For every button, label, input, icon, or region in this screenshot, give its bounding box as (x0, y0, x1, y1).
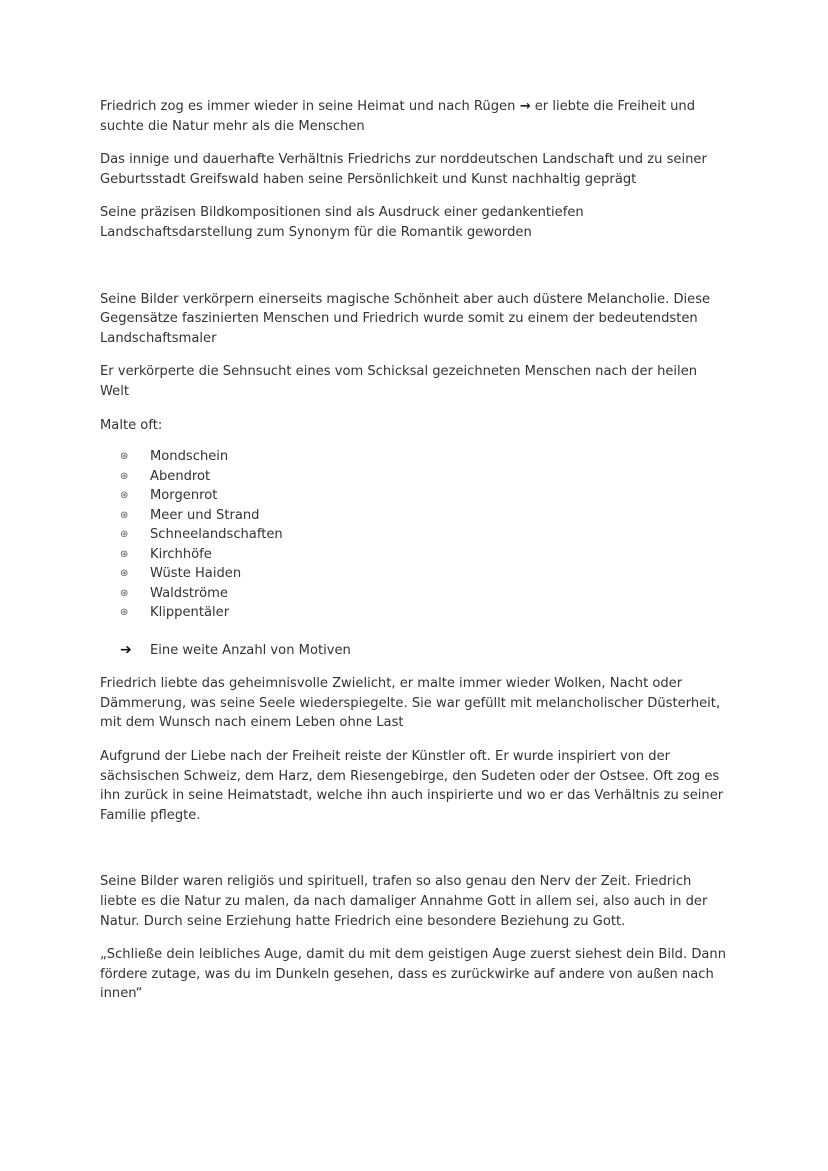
list-item: ⊛ Morgenrot (120, 486, 728, 506)
paragraph-zwielicht: Friedrich liebte das geheimnisvolle Zwielicht, er malte immer wieder Wolken, Nacht oder Dämmerung, was seine Seele wiederspiegelte. Sie war gefüllt mit melancholischer Düsterheit, mit dem Wunsch nach einem Leben ohne Last (100, 676, 721, 731)
section-gap (100, 839, 728, 872)
list-item: ⊛ Schneelandschaften (120, 525, 728, 545)
bullet-icon: ⊛ (120, 548, 129, 560)
list-item: ⊛ Klippentäler (120, 603, 728, 623)
paragraph-malte-oft: Malte oft: (100, 417, 163, 433)
bullet-icon: ⊛ (120, 490, 129, 502)
paragraph-landschaft: Das innige und dauerhafte Verhältnis Friedrichs zur norddeutschen Landschaft und zu seiner Geburtsstadt Greifswald haben seine Persönlichkeit und Kunst nachhaltig geprägt (100, 152, 707, 187)
list-item: ⊛ Kirchhöfe (120, 545, 728, 565)
motif-conclusion (120, 641, 728, 661)
paragraph-heimat-end: er liebte die Freiheit und suchte die Natur mehr als die Menschen (100, 99, 696, 134)
paragraph-heimat-start: Friedrich zog es immer wieder in seine Heimat und nach Rügen (100, 99, 516, 114)
arrow-right-icon: ➔ (120, 641, 132, 658)
paragraph-bildkompositionen: Seine präzisen Bildkompositionen sind als Ausdruck einer gedankentiefen Landschaftsdarstellung zum Synonym für die Romantik geworden (100, 205, 584, 240)
bullet-icon: ⊛ (120, 587, 129, 599)
paragraph-bilder-melancholie: Seine Bilder verkörpern einerseits magische Schönheit aber auch düstere Melancholie. Diese Gegensätze faszinierten Menschen und Friedrich wurde somit zu einem der bedeutendsten Landschaftsmaler (100, 291, 711, 346)
motif-conclusion-text: Eine weite Anzahl von Motiven (150, 642, 351, 658)
bullet-icon: ⊛ (120, 529, 129, 541)
paragraph-religioes: Seine Bilder waren religiös und spirituell, trafen so also genau den Nerv der Zeit. Friedrich liebte es die Natur zu malen, da nach damaliger Annahme Gott in allem sei, also auch in der Natur. Durch seine Erziehung hatte Friedrich eine besondere Beziehung zu Gott. (100, 874, 708, 929)
arrow-icon: → (519, 99, 531, 114)
list-item: ⊛ Waldströme (120, 584, 728, 604)
section-gap (100, 257, 728, 290)
paragraph-reisen: Aufgrund der Liebe nach der Freiheit reiste der Künstler oft. Er wurde inspiriert von der sächsischen Schweiz, dem Harz, dem Riesengebirge, den Sudeten oder der Ostsee. Oft zog es ihn zurück in seine Heimatstadt, welche ihn auch inspirierte und wo er das Verhältnis zu seiner Familie pflegte. (100, 749, 724, 823)
list-item: ⊛ Mondschein (120, 447, 728, 467)
bullet-icon: ⊛ (120, 509, 129, 521)
bullet-icon: ⊛ (120, 451, 129, 463)
bullet-icon: ⊛ (120, 470, 129, 482)
quote: „Schließe dein leibliches Auge, damit du mit dem geistigen Auge zuerst siehest dein Bild. Dann fördere zutage, was du im Dunkeln gesehen, dass es zurückwirke auf andere von außen nach innen“ (100, 947, 727, 1002)
bullet-icon: ⊛ (120, 607, 129, 619)
list-item: ⊛ Wüste Haiden (120, 564, 728, 584)
list-item: ⊛ Abendrot (120, 467, 728, 487)
motif-list (100, 447, 728, 623)
list-item: ⊛ Meer und Strand (120, 506, 728, 526)
paragraph-heimat (100, 97, 728, 136)
bullet-icon: ⊛ (120, 568, 129, 580)
paragraph-sehnsucht: Er verkörperte die Sehnsucht eines vom Schicksal gezeichneten Menschen nach der heilen Welt (100, 364, 698, 399)
